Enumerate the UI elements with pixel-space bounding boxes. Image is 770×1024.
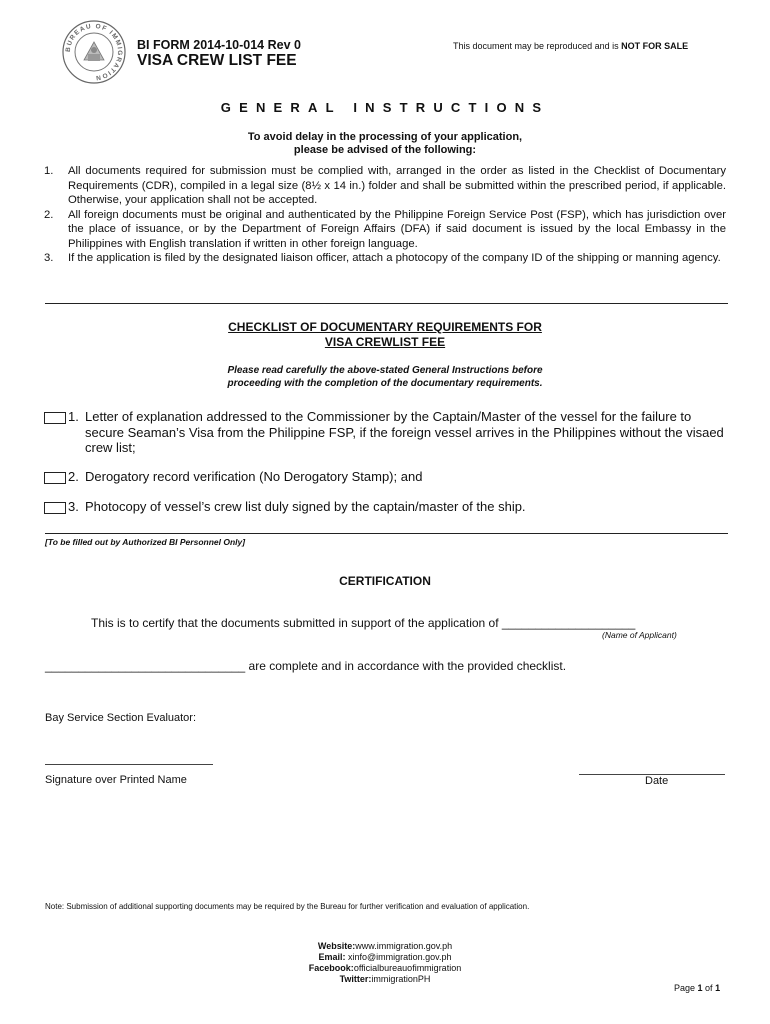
evaluator-label: Bay Service Section Evaluator: bbox=[45, 712, 197, 724]
signature-line bbox=[45, 764, 213, 765]
certification-line: This is to certify that the documents submitted in support of the application of ____________________ bbox=[91, 616, 636, 630]
checklist-title: CHECKLIST OF DOCUMENTARY REQUIREMENTS FOR VISA CREWLIST FEE bbox=[228, 320, 542, 349]
checkbox[interactable] bbox=[44, 502, 66, 514]
svg-text:BUREAU OF IMMIGRATION: BUREAU OF IMMIGRATION bbox=[64, 22, 124, 82]
additional-documents-note: Note: Submission of additional supporting documents may be required by the Bureau for further verification and evaluation of application. bbox=[45, 902, 530, 911]
page-number: Page 1 of 1 bbox=[674, 983, 721, 993]
applicant-name-caption: (Name of Applicant) bbox=[602, 630, 677, 640]
footer-twitter: Twitter:immigrationPH bbox=[339, 974, 431, 984]
general-instructions-heading: GENERAL INSTRUCTIONS bbox=[220, 100, 550, 115]
instruction-item: 1. All documents required for submission must be complied with, arranged in the order as listed in the Checklist of Documentary Requirements (CDR), compiled in a legal size (8½ x 14 in.) folder and shall be submitted within the prescribed period, if applicable. Otherwise, your application shall not be accepted. bbox=[44, 165, 726, 206]
section-divider bbox=[45, 533, 728, 534]
checklist-item-derogatory: 2. Derogatory record verification (No Derogatory Stamp); and bbox=[44, 469, 728, 487]
instruction-item: 3. If the application is filed by the designated liaison officer, attach a photocopy of the company ID of the shipping or manning agency. bbox=[44, 252, 721, 264]
checklist-item-letter: 1. Letter of explanation addressed to the Commissioner by the Captain/Master of the vessel for the failure to secure Seaman’s Visa from the Philippine FSP, if the foreign vessel arrives in the Philippines without the visaed crew list; bbox=[44, 409, 728, 457]
checklist-subtitle: Please read carefully the above-stated General Instructions before proceeding with the completion of the documentary requirements. bbox=[227, 365, 543, 389]
general-instructions-subheading: To avoid delay in the processing of your application, please be advised of the following: bbox=[247, 131, 523, 156]
form-title: VISA CREW LIST FEE bbox=[137, 52, 297, 69]
checklist-item-crew-list: 3. Photocopy of vessel’s crew list duly signed by the captain/master of the ship. bbox=[44, 499, 728, 517]
instruction-item: 2. All foreign documents must be original and authenticated by the Philippine Foreign Service Post (FSP), which has jurisdiction over the place of issuance, or by the Department of Foreign Affairs (DFA) if said document is issued by the local Embassy in the Philippines with English translation if written in other foreign language. bbox=[44, 208, 726, 250]
section-divider bbox=[45, 303, 728, 304]
footer-facebook: Facebook:officialbureauofimmigration bbox=[308, 963, 462, 973]
bureau-seal-logo bbox=[62, 20, 126, 84]
form-code: BI FORM 2014-10-014 Rev 0 bbox=[137, 38, 301, 52]
personnel-only-note: [To be filled out by Authorized BI Personnel Only] bbox=[45, 537, 246, 547]
instructions-list bbox=[44, 164, 726, 266]
certification-line: ______________________________ are complete and in accordance with the provided checklist. bbox=[45, 659, 567, 673]
signature-label: Signature over Printed Name bbox=[45, 774, 187, 786]
certification-heading: CERTIFICATION bbox=[339, 574, 431, 588]
date-label: Date bbox=[645, 775, 669, 787]
checkbox[interactable] bbox=[44, 412, 66, 424]
footer-website: Website:www.immigration.gov.ph bbox=[317, 941, 453, 951]
checkbox[interactable] bbox=[44, 472, 66, 484]
footer-email: Email: xinfo@immigration.gov.ph bbox=[318, 952, 452, 962]
contact-footer bbox=[0, 941, 770, 985]
reproduction-notice: This document may be reproduced and is NOT FOR SALE bbox=[453, 41, 689, 51]
